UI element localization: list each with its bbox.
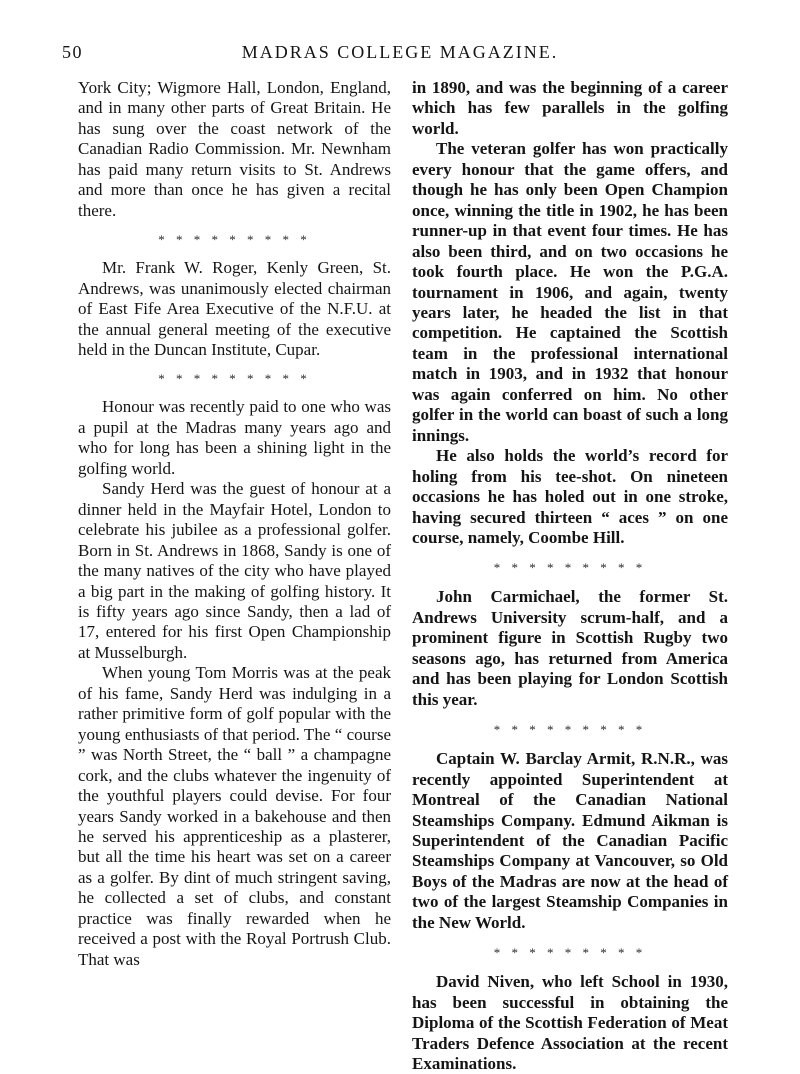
paragraph-armit: Captain W. Barclay Armit, R.N.R., was recently appointed Superintendent at Montreal of the Canadian National Steamships Company. Edmund Aikman is Superintendent of the Canadian Pacific Steamships Company at Vancouver, so Old Boys of the Madras are now at the head of two of the largest Steamship Companies in the New World. — [412, 749, 728, 932]
paragraph-sandy-herd: Sandy Herd was the guest of honour at a dinner held in the Mayfair Hotel, London to celebrate his jubilee as a professional golfer. Born in St. Andrews in 1868, Sandy is one of the many natives of the city who have played a big part in the making of golfing history. It is fifty years ago since Sandy, then a lad of 17, entered for his first Open Championship at Musselburgh. — [78, 479, 391, 662]
paragraph-career-continued: in 1890, and was the beginning of a career which has few parallels in the golfing world. — [412, 78, 728, 138]
paragraph-newnham-continued: York City; Wigmore Hall, London, England, and in many other parts of Great Britain. He has sung over the coast network of the Canadian Radio Commission. Mr. Newnham has paid many return visits to St. Andrews and more than once he has given a recital there. — [78, 78, 391, 220]
asterisk-separator: * * * * * * * * * — [158, 232, 311, 248]
page-header — [62, 42, 738, 66]
asterisk-separator: * * * * * * * * * — [493, 560, 647, 576]
asterisk-separator: * * * * * * * * * — [493, 945, 647, 961]
paragraph-niven: David Niven, who left School in 1930, has been successful in obtaining the Diploma of the Scottish Federation of Meat Traders Defence Association at the recent Examinations. — [412, 972, 728, 1074]
paragraph-tom-morris: When young Tom Morris was at the peak of his fame, Sandy Herd was indulging in a rather primitive form of golf popular with the young enthusiasts of that period. The “ course ” was North Street, the “ ball ” a champagne cork, and the clubs whatever the ingenuity of the youthful players could devise. For four years Sandy worked in a bakehouse and then he served his apprenticeship as a plasterer, but all the time his heart was set on a career as a golfer. By dint of much stringent saving, he collected a set of clubs, and constant practice was finally rewarded when he received a post with the Royal Portrush Club. That was — [78, 663, 391, 969]
asterisk-separator: * * * * * * * * * — [493, 722, 647, 738]
paragraph-roger: Mr. Frank W. Roger, Kenly Green, St. Andrews, was unanimously elected chairman of East Fife Area Executive of the N.F.U. at the annual general meeting of the executive held in the Duncan Institute, Cupar. — [78, 258, 391, 359]
asterisk-separator: * * * * * * * * * — [158, 371, 311, 387]
paragraph-veteran-golfer: The veteran golfer has won practically every honour that the game offers, and though he has only been Open Champion once, winning the title in 1902, he has been runner-up in that event four times. He has also been third, and on two occasions he took fourth place. He won the P.G.A. tournament in 1906, and again, twenty years later, he headed the list in that competition. He captained the Scottish team in the professional international match in 1903, and in 1932 that honour was again conferred on him. No other golfer in the world can boast of such a long innings. — [412, 139, 728, 445]
left-column — [78, 78, 391, 970]
page-number: 50 — [62, 42, 83, 62]
right-column — [412, 78, 728, 1074]
paragraph-carmichael: John Carmichael, the former St. Andrews University scrum-half, and a prominent figure in Scottish Rugby two seasons ago, has returned from America and has been playing for London Scottish this year. — [412, 587, 728, 709]
paragraph-honour: Honour was recently paid to one who was a pupil at the Madras many years ago and who for long has been a shining light in the golfing world. — [78, 397, 391, 478]
paragraph-record: He also holds the world’s record for holing from his tee-shot. On nineteen occasions he has holed out in one stroke, having secured thirteen “ aces ” on one course, namely, Coombe Hill. — [412, 446, 728, 547]
running-title: MADRAS COLLEGE MAGAZINE. — [241, 42, 559, 62]
